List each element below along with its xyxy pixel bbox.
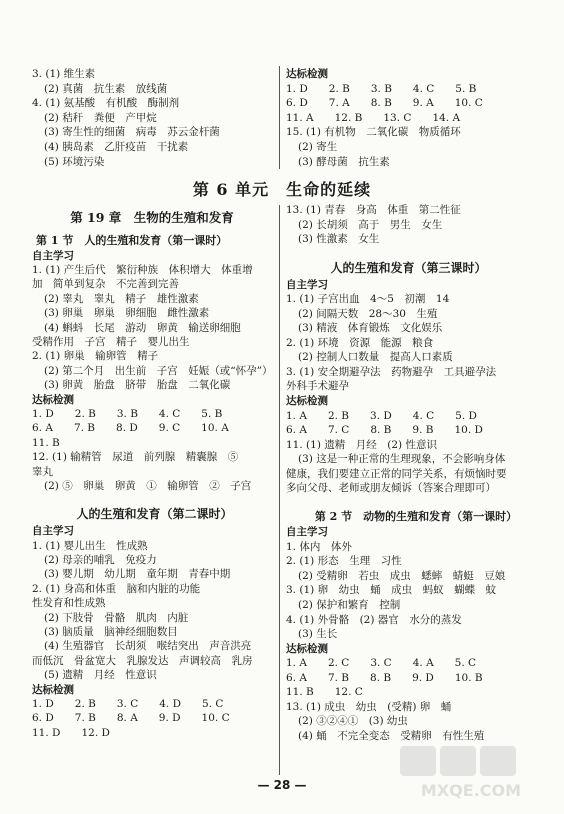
answer-line: (2) 母亲的哺乳 免疫力 (44, 554, 157, 566)
answer-line: 1. (1) 子宫出血 4～5 初潮 14 (286, 293, 450, 306)
page-number: — 28 — (257, 778, 307, 792)
answer-line: (3) 卵巢 卵巢 卵细胞 雌性激素 (44, 307, 210, 320)
answer-line: (4) 生殖器官 长胡须 喉结突出 声音洪亮 (44, 640, 252, 653)
answer-line: (3) 寄生性的细菌 病毒 苏云金杆菌 (44, 126, 220, 139)
answer-line: 受精作用 子宫 精子 婴儿出生 (32, 336, 190, 348)
answer-line: (5) 环境污染 (44, 155, 105, 168)
answer-line: 6. A 7. B 8. B 9. D 10. B (286, 671, 483, 684)
answer-line: 多向父母、老师或朋友倾诉（答案合理即可） (286, 482, 496, 495)
answer-line: (2) 寄生 (298, 141, 338, 153)
section-label: 自主学习 (32, 525, 74, 538)
answer-line: 1. D 2. B 3. B 4. C 5. B (32, 408, 223, 420)
unit-title: 第 6 单元 生命的延续 (192, 180, 372, 199)
column-divider (279, 66, 280, 169)
answer-line: (5) 遗精 月经 性意识 (44, 669, 157, 682)
answer-line: 4. (1) 氨基酸 有机酸 酶制剂 (32, 97, 180, 110)
answer-line: 6. A 7. B 8. D 9. C 10. A (32, 422, 229, 435)
answer-line: 而低沉 骨盆宽大 乳腺发达 声调较高 乳房 (32, 654, 253, 667)
section-label: 达标检测 (286, 642, 328, 655)
answer-line: (2) ⑤ 卵巢 卵黄 ① 输卵管 ② 子宫 (44, 480, 252, 492)
answer-line: 达标检测 (286, 68, 328, 80)
answer-line: (3) 酵母菌 抗生素 (298, 155, 390, 168)
answer-line: 健康，我们要建立正常的同学关系，有烦恼时要 (286, 467, 507, 480)
answer-line: 11. A 12. B 13. C 14. A (286, 111, 461, 124)
answer-line: 11. B (32, 436, 60, 449)
answer-line: 2. (1) 形态 生理 习性 (286, 555, 402, 568)
answer-line: 1. D 2. B 3. B 4. C 5. B (286, 82, 477, 95)
answer-line: (2) 第二个月 出生前 子宫 妊娠（或“怀孕”） (44, 364, 273, 377)
svg-text:MXQE.COM: MXQE.COM (420, 781, 522, 800)
answer-line: (4) 蛹 不完全变态 受精卵 有性生殖 (298, 729, 485, 742)
section-label: 达标检测 (32, 683, 74, 696)
answer-line: (2) 控制人口数量 提高人口素质 (298, 351, 453, 364)
answer-line: (4) 蝌蚪 长尾 游动 卵黄 输送卵细胞 (44, 321, 241, 334)
answer-line: 性发育和性成熟 (32, 597, 106, 610)
answer-line: 6. D 7. A 8. B 9. A 10. C (286, 97, 483, 110)
answer-line: 13. (1) 成虫 幼虫 (受精) 卵 蛹 (286, 700, 452, 713)
answer-line: 2. (1) 身高和体重 脑和内脏的功能 (32, 582, 201, 595)
answer-line: 睾丸 (32, 465, 53, 478)
answer-line: 3. (1) 维生素 (32, 68, 96, 80)
chapter-title: 第 19 章 生物的生殖和发育 (70, 210, 234, 225)
answer-line: 1. A 2. B 3. D 4. C 5. D (286, 409, 477, 422)
answer-line: 13. (1) 青春 身高 体重 第二性征 (286, 204, 461, 216)
answer-line: (4) 胰岛素 乙肝疫苗 干扰素 (44, 141, 189, 153)
answer-line: (2) 秸秆 粪便 产甲烷 (44, 111, 157, 124)
answer-line: (3) 卵黄 胎盘 脐带 胎盘 二氧化碳 (44, 379, 231, 392)
answer-line: 15. (1) 有机物 二氧化碳 物质循环 (286, 126, 461, 139)
answer-line: (3) 精液 体育锻炼 文化娱乐 (298, 322, 443, 335)
answer-line: 1. A 2. C 3. C 4. A 5. C (286, 657, 477, 670)
column-divider-lower (279, 205, 280, 775)
answer-line: (3) 这是一种正常的生理现象，不会影响身体 (298, 453, 506, 466)
section-label: 达标检测 (32, 393, 74, 406)
answer-line: 6. D 7. B 8. A 9. D 10. C (32, 712, 230, 725)
answer-line: 加 简单到复杂 不完善到完善 (32, 278, 179, 291)
answer-line: 1. (1) 产生后代 繁衍种族 体积增大 体重增 (32, 264, 253, 276)
answer-line: 1. 体内 体外 (286, 540, 352, 553)
answer-line: (2) 睾丸 睾丸 精子 雄性激素 (44, 292, 199, 305)
answer-line: (3) 婴儿期 幼儿期 童年期 青春中期 (44, 568, 231, 581)
answer-line: 4. (1) 外骨骼 (2) 器官 水分的蒸发 (286, 613, 462, 626)
answer-line: (2) 受精卵 若虫 成虫 蟋蟀 蜻蜓 豆娘 (298, 569, 506, 582)
answer-line: (2) ③②④① (3) 幼虫 (298, 715, 408, 728)
answer-line: 3. (1) 安全期避孕法 药物避孕 工具避孕法 (286, 365, 497, 378)
section-label: 自主学习 (32, 249, 74, 262)
answer-line: 11. D 12. D (32, 726, 110, 739)
section-label: 达标检测 (286, 395, 328, 407)
answer-line: 3. (1) 卵 幼虫 蛹 成虫 蚂蚁 蝴蝶 蚊 (286, 584, 497, 597)
section-label: 自主学习 (286, 278, 328, 291)
answer-line: (3) 脑质量 脑神经细胞数目 (44, 626, 178, 638)
answer-line: (3) 性激素 女生 (298, 233, 380, 246)
answer-line: (2) 下肢骨 骨骼 肌肉 内脏 (44, 611, 189, 624)
watermark-logo (396, 742, 546, 802)
answer-line: (2) 长胡须 高于 男生 女生 (298, 218, 443, 231)
answer-line: 1. D 2. B 3. C 4. D 5. C (32, 698, 224, 710)
answer-line: 12. (1) 输精管 尿道 前列腺 精囊腺 ⑤ (32, 451, 239, 464)
answer-line: 外科手术避孕 (286, 380, 349, 393)
section-heading: 人的生殖和发育（第三课时） (330, 260, 487, 275)
answer-line: 2. (1) 环境 资源 能源 粮食 (286, 336, 434, 349)
answer-line: 11. B 12. C (286, 686, 363, 699)
answer-line: 11. (1) 遗精 月经 (2) 性意识 (286, 438, 437, 451)
answer-line: 6. A 7. C 8. B 9. B 10. D (286, 424, 483, 437)
answer-line: 2. (1) 卵巢 输卵管 精子 (32, 350, 159, 363)
section-heading: 第 2 节 动物的生殖和发育（第一课时） (314, 509, 518, 523)
answer-line: (2) 间隔天数 28～30 生殖 (298, 307, 438, 320)
section-heading: 人的生殖和发育（第二课时） (76, 507, 233, 522)
answer-line: (2) 保护和繁育 控制 (298, 598, 401, 611)
answer-line: 1. (1) 婴儿出生 性成熟 (32, 539, 148, 552)
answer-line: (2) 真菌 抗生素 放线菌 (44, 82, 168, 95)
section-label: 自主学习 (286, 526, 328, 539)
answer-line: (3) 生长 (298, 628, 338, 641)
section-heading: 第 1 节 人的生殖和发育（第一课时） (36, 234, 228, 247)
